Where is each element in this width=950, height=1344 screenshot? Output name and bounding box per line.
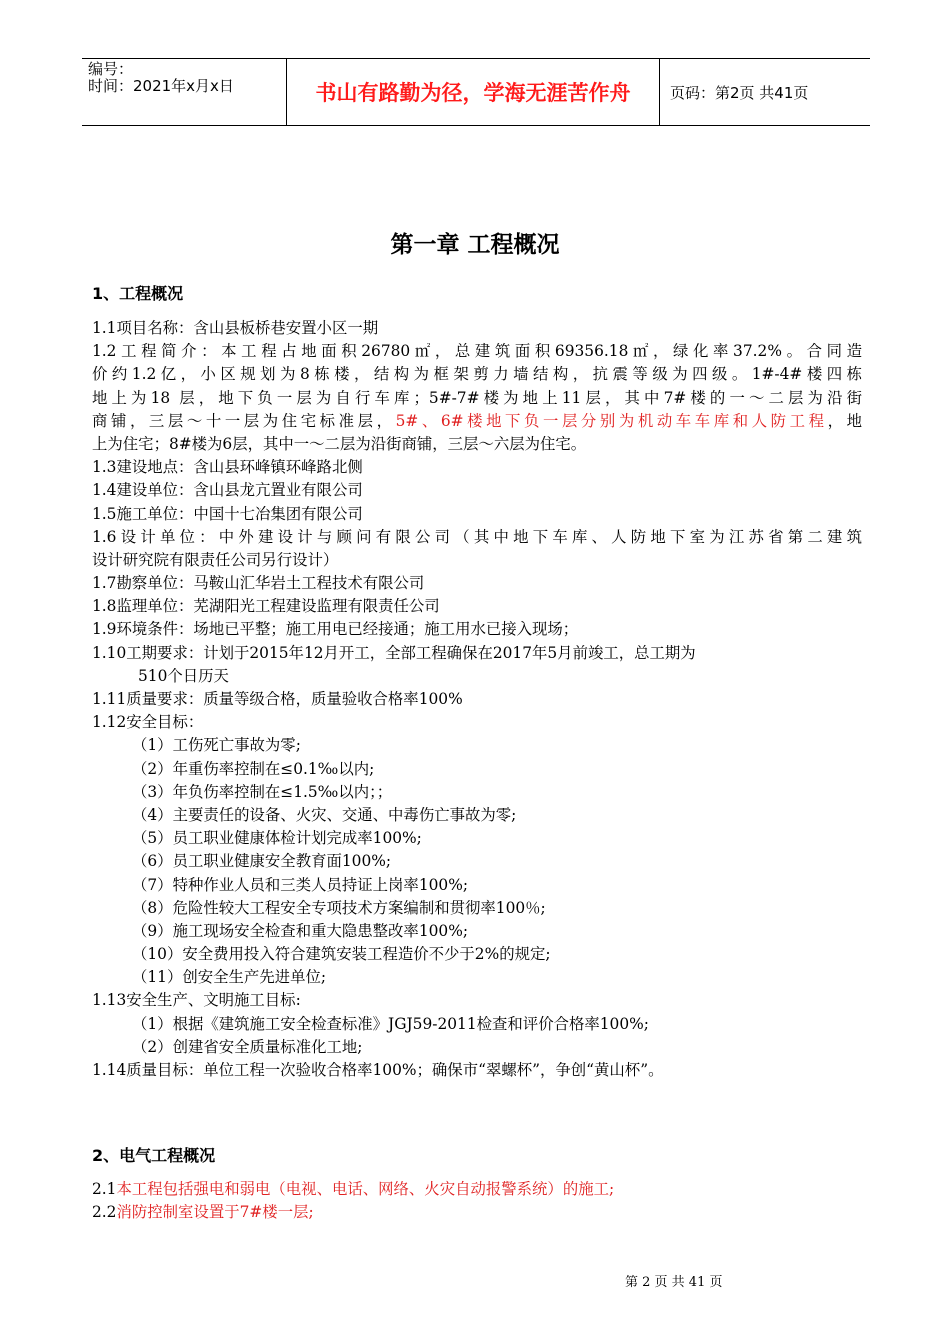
safety-goal: （5）员工职业健康体检计划完成率100%; [132, 829, 422, 848]
text-line [92, 1178, 862, 1201]
text-line: 1.10工期要求：计划于2015年12月开工，全部工程确保在2017年5月前竣工，总工期为 [92, 643, 696, 662]
text-line: 价约1.2亿，小区规划为8栋楼，结构为框架剪力墙结构，抗震等级为四级。1#-4#楼四栋 [92, 365, 862, 384]
page-footer: 第 2 页 共 41 页 [625, 1275, 723, 1290]
text-line: 上为住宅；8#楼为6层，其中一～二层为沿街商铺，三层～六层为住宅。 [92, 434, 587, 453]
safety-goal: （8）危险性较大工程安全专项技术方案编制和贯彻率100％; [132, 898, 546, 917]
number-label: 编号： [88, 60, 134, 78]
text-line [92, 410, 862, 433]
text-line: 1.3建设地点：含山县环峰镇环峰路北侧 [92, 458, 363, 477]
header-table [82, 58, 870, 126]
safety-goal: （3）年负伤率控制在≤1.5‰以内；； [132, 782, 393, 801]
chapter-title: 第一章 工程概况 [390, 232, 560, 258]
text-line: 1.14质量目标：单位工程一次验收合格率100%；确保市“翠螺杯”，争创“黄山杯”。 [92, 1061, 664, 1079]
highlight-text: 本工程包括强电和弱电（电视、电话、网络、火灾自动报警系统）的施工; [116, 1180, 615, 1198]
section-2-heading: 2、电气工程概况 [92, 1146, 216, 1165]
header-info-cell [82, 59, 287, 125]
text-line: 1.13安全生产、文明施工目标: [92, 991, 301, 1010]
text-line: 1.11质量要求：质量等级合格，质量验收合格率100% [92, 690, 463, 708]
item-number: 2.2 [92, 1203, 117, 1222]
text-line: 1.1项目名称：含山县板桥巷安置小区一期 [92, 319, 379, 337]
safety-goal: （1）工伤死亡事故为零; [132, 736, 301, 755]
section-1-body [92, 317, 862, 1082]
text-line: 1.4建设单位：含山县龙亢置业有限公司 [92, 481, 363, 500]
text-line: 1.9环境条件：场地已平整；施工用电已经接通；施工用水已接入现场； [92, 620, 579, 639]
safety-goal: （7）特种作业人员和三类人员持证上岗率100%; [132, 875, 469, 894]
text-line: 1.12安全目标： [92, 713, 204, 732]
text-line: 1.2工程简介：本工程占地面积26780㎡，总建筑面积69356.18㎡，绿化率37.2%。合同造 [92, 342, 862, 361]
safety-goal: （2）年重伤率控制在≤0.1‰以内; [132, 759, 375, 778]
motto: 书山有路勤为径，学海无涯苦作舟 [287, 59, 660, 125]
text-line: 1.6设计单位：中外建设计与顾问有限公司（其中地下车库、人防地下室为江苏省第二建筑 [92, 527, 862, 546]
safety-goal: （6）员工职业健康安全教育面100%; [132, 852, 392, 871]
text-line: 设计研究院有限责任公司另行设计） [92, 550, 339, 569]
safety-goal: （4）主要责任的设备、火灾、交通、中毒伤亡事故为零; [132, 805, 517, 824]
section-1-heading: 1、工程概况 [92, 284, 184, 303]
text-segment: 商铺，三层～十一层为住宅标准层， [92, 411, 396, 430]
text-line: 1.7勘察单位：马鞍山汇华岩土工程技术有限公司 [92, 574, 425, 593]
highlight-text: 5#、6#楼地下负一层分别为机动车车库和人防工程 [395, 411, 828, 430]
highlight-text: 消防控制室设置于7#楼一层; [116, 1203, 314, 1222]
text-line: 1.8监理单位：芜湖阳光工程建设监理有限责任公司 [92, 597, 440, 616]
text-line: 1.5施工单位：中国十七冶集团有限公司 [92, 504, 363, 523]
item-number: 2.1 [92, 1180, 117, 1198]
text-line: 地上为18 层，地下负一层为自行车库；5#-7#楼为地上11层，其中7#楼的一～二层为沿街 [92, 388, 862, 407]
civil-goal: （2）创建省安全质量标准化工地; [132, 1037, 363, 1056]
safety-goal: （9）施工现场安全检查和重大隐患整改率100%; [132, 921, 469, 940]
safety-goal: （10）安全费用投入符合建筑安装工程造价不少于2%的规定; [132, 945, 551, 964]
civil-goal: （1）根据《建筑施工安全检查标准》JGJ59-2011检查和评价合格率100%; [132, 1014, 649, 1033]
safety-goal: （11）创安全生产先进单位; [132, 968, 327, 987]
text-segment: ，地 [827, 411, 862, 430]
section-2-body [92, 1178, 862, 1224]
time-label: 时间：2021年x月x日 [88, 77, 234, 95]
text-line: 510个日历天 [138, 666, 229, 685]
page-label: 页码：第2页 共41页 [670, 83, 809, 102]
text-line [92, 1201, 862, 1224]
